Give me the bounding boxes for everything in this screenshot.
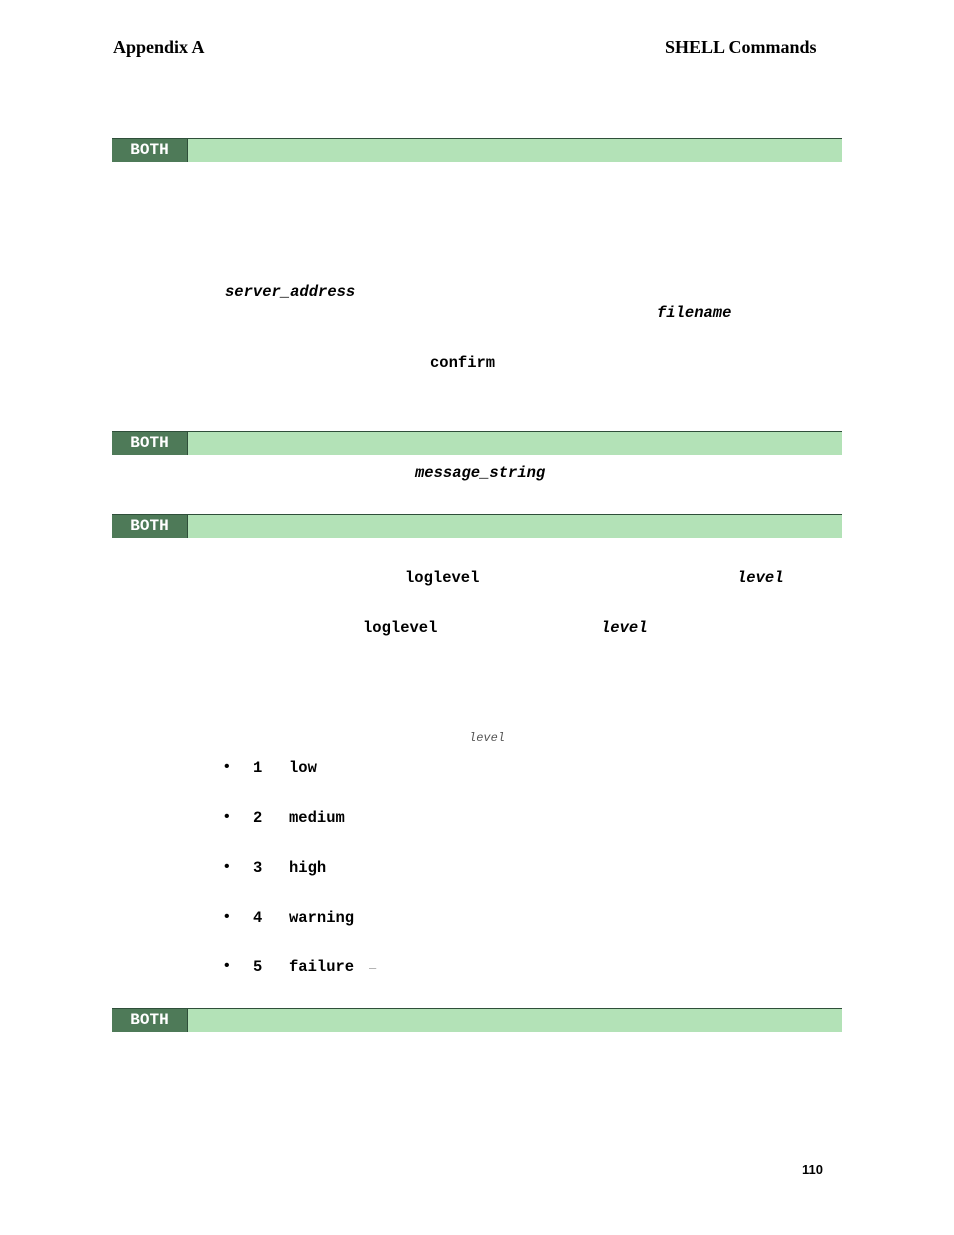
bullet: •: [224, 957, 230, 974]
level-name: warning: [289, 909, 355, 927]
section-bar-2: [112, 431, 842, 455]
section-bar-3: [112, 514, 842, 538]
section-tag: BOTH: [112, 1009, 188, 1032]
level-caption: level: [469, 731, 506, 745]
level-number: 2: [253, 809, 263, 827]
level-number: 1: [253, 759, 263, 777]
section-bar-1: [112, 138, 842, 162]
param-level: level: [601, 619, 648, 637]
section-bar-4: [112, 1008, 842, 1032]
level-number: 4: [253, 909, 263, 927]
header-right: SHELL Commands: [665, 37, 817, 57]
param-filename: filename: [657, 304, 732, 322]
param-message-string: message_string: [415, 464, 546, 482]
header-left: Appendix A: [113, 37, 205, 57]
bullet: •: [224, 758, 230, 775]
bullet: •: [224, 908, 230, 925]
page-number: 110: [802, 1162, 823, 1177]
level-number: 5: [253, 958, 263, 976]
param-loglevel: loglevel: [405, 569, 480, 587]
bullet: •: [224, 808, 230, 825]
level-name: medium: [289, 809, 345, 827]
level-number: 3: [253, 859, 263, 877]
param-server-address: server_address: [225, 283, 356, 301]
param-level: level: [737, 569, 784, 587]
level-name: failure: [289, 958, 355, 976]
trailing-dash: –: [369, 960, 377, 975]
param-loglevel: loglevel: [363, 619, 438, 637]
section-tag: BOTH: [112, 139, 188, 162]
level-name: high: [289, 859, 327, 877]
level-name: low: [289, 759, 317, 777]
bullet: •: [224, 858, 230, 875]
section-tag: BOTH: [112, 432, 188, 455]
param-confirm: confirm: [430, 354, 496, 372]
section-tag: BOTH: [112, 515, 188, 538]
